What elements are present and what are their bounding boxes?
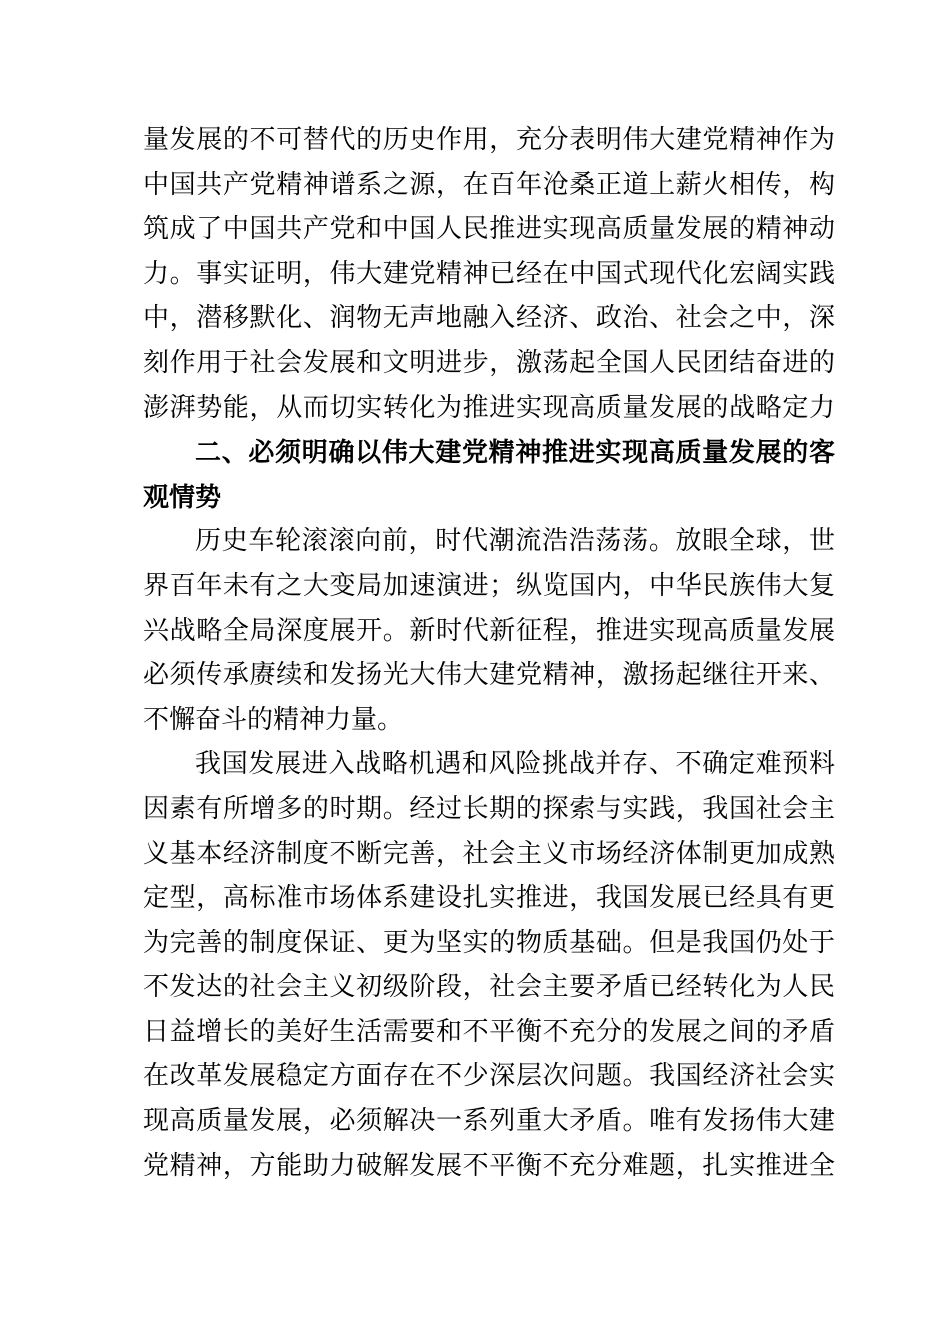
section-heading-2-line: 观情势 [143,481,222,512]
paragraph-3 [143,742,835,1188]
document-text-block [143,118,835,1188]
section-heading-2 [143,430,835,519]
paragraph-2-line: 历史车轮滚滚向前，时代潮流浩浩荡荡。放眼全球，世 [195,526,835,556]
paragraph-1-line: 中国共产党精神谱系之源，在百年沧桑正道上薪火相传，构 [143,169,835,199]
paragraph-2-line: 界百年未有之大变局加速演进；纵览国内，中华民族伟大复 [143,570,835,600]
paragraph-3-line: 义基本经济制度不断完善，社会主义市场经济体制更加成熟 [143,838,835,868]
paragraph-2-line: 不懈奋斗的精神力量。 [143,704,404,734]
paragraph-1 [143,118,835,430]
section-heading-2-line: 二、必须明确以伟大建党精神推进实现高质量发展的客 [195,437,835,468]
paragraph-1-line: 量发展的不可替代的历史作用，充分表明伟大建党精神作为 [143,125,835,154]
paragraph-1-line: 刻作用于社会发展和文明进步，激荡起全国人民团结奋进的 [143,347,835,377]
paragraph-3-line: 在改革发展稳定方面存在不少深层次问题。我国经济社会实 [143,1061,835,1091]
paragraph-3-line: 我国发展进入战略机遇和风险挑战并存、不确定难预料 [195,749,835,779]
paragraph-2-line: 兴战略全局深度展开。新时代新征程，推进实现高质量发展 [143,615,835,645]
paragraph-3-line: 日益增长的美好生活需要和不平衡不充分的发展之间的矛盾 [143,1016,835,1046]
paragraph-3-line: 不发达的社会主义初级阶段，社会主要矛盾已经转化为人民 [143,972,835,1002]
paragraph-1-line: 中，潜移默化、润物无声地融入经济、政治、社会之中，深 [143,303,835,333]
paragraph-3-line: 为完善的制度保证、更为坚实的物质基础。但是我国仍处于 [143,927,835,957]
paragraph-1-line: 筑成了中国共产党和中国人民推进实现高质量发展的精神动 [143,214,835,244]
paragraph-2-line: 必须传承赓续和发扬光大伟大建党精神，激扬起继往开来、 [143,660,835,690]
paragraph-2 [143,519,835,742]
paragraph-3-line: 因素有所增多的时期。经过长期的探索与实践，我国社会主 [143,793,835,823]
paragraph-3-line: 现高质量发展，必须解决一系列重大矛盾。唯有发扬伟大建 [143,1106,835,1136]
paragraph-1-line: 澎湃势能，从而切实转化为推进实现高质量发展的战略定力 [143,392,835,422]
paragraph-3-line: 党精神，方能助力破解发展不平衡不充分难题，扎实推进全 [143,1150,835,1180]
paragraph-3-line: 定型，高标准市场体系建设扎实推进，我国发展已经具有更 [143,883,835,913]
paragraph-1-line: 力。事实证明，伟大建党精神已经在中国式现代化宏阔实践 [143,258,835,288]
